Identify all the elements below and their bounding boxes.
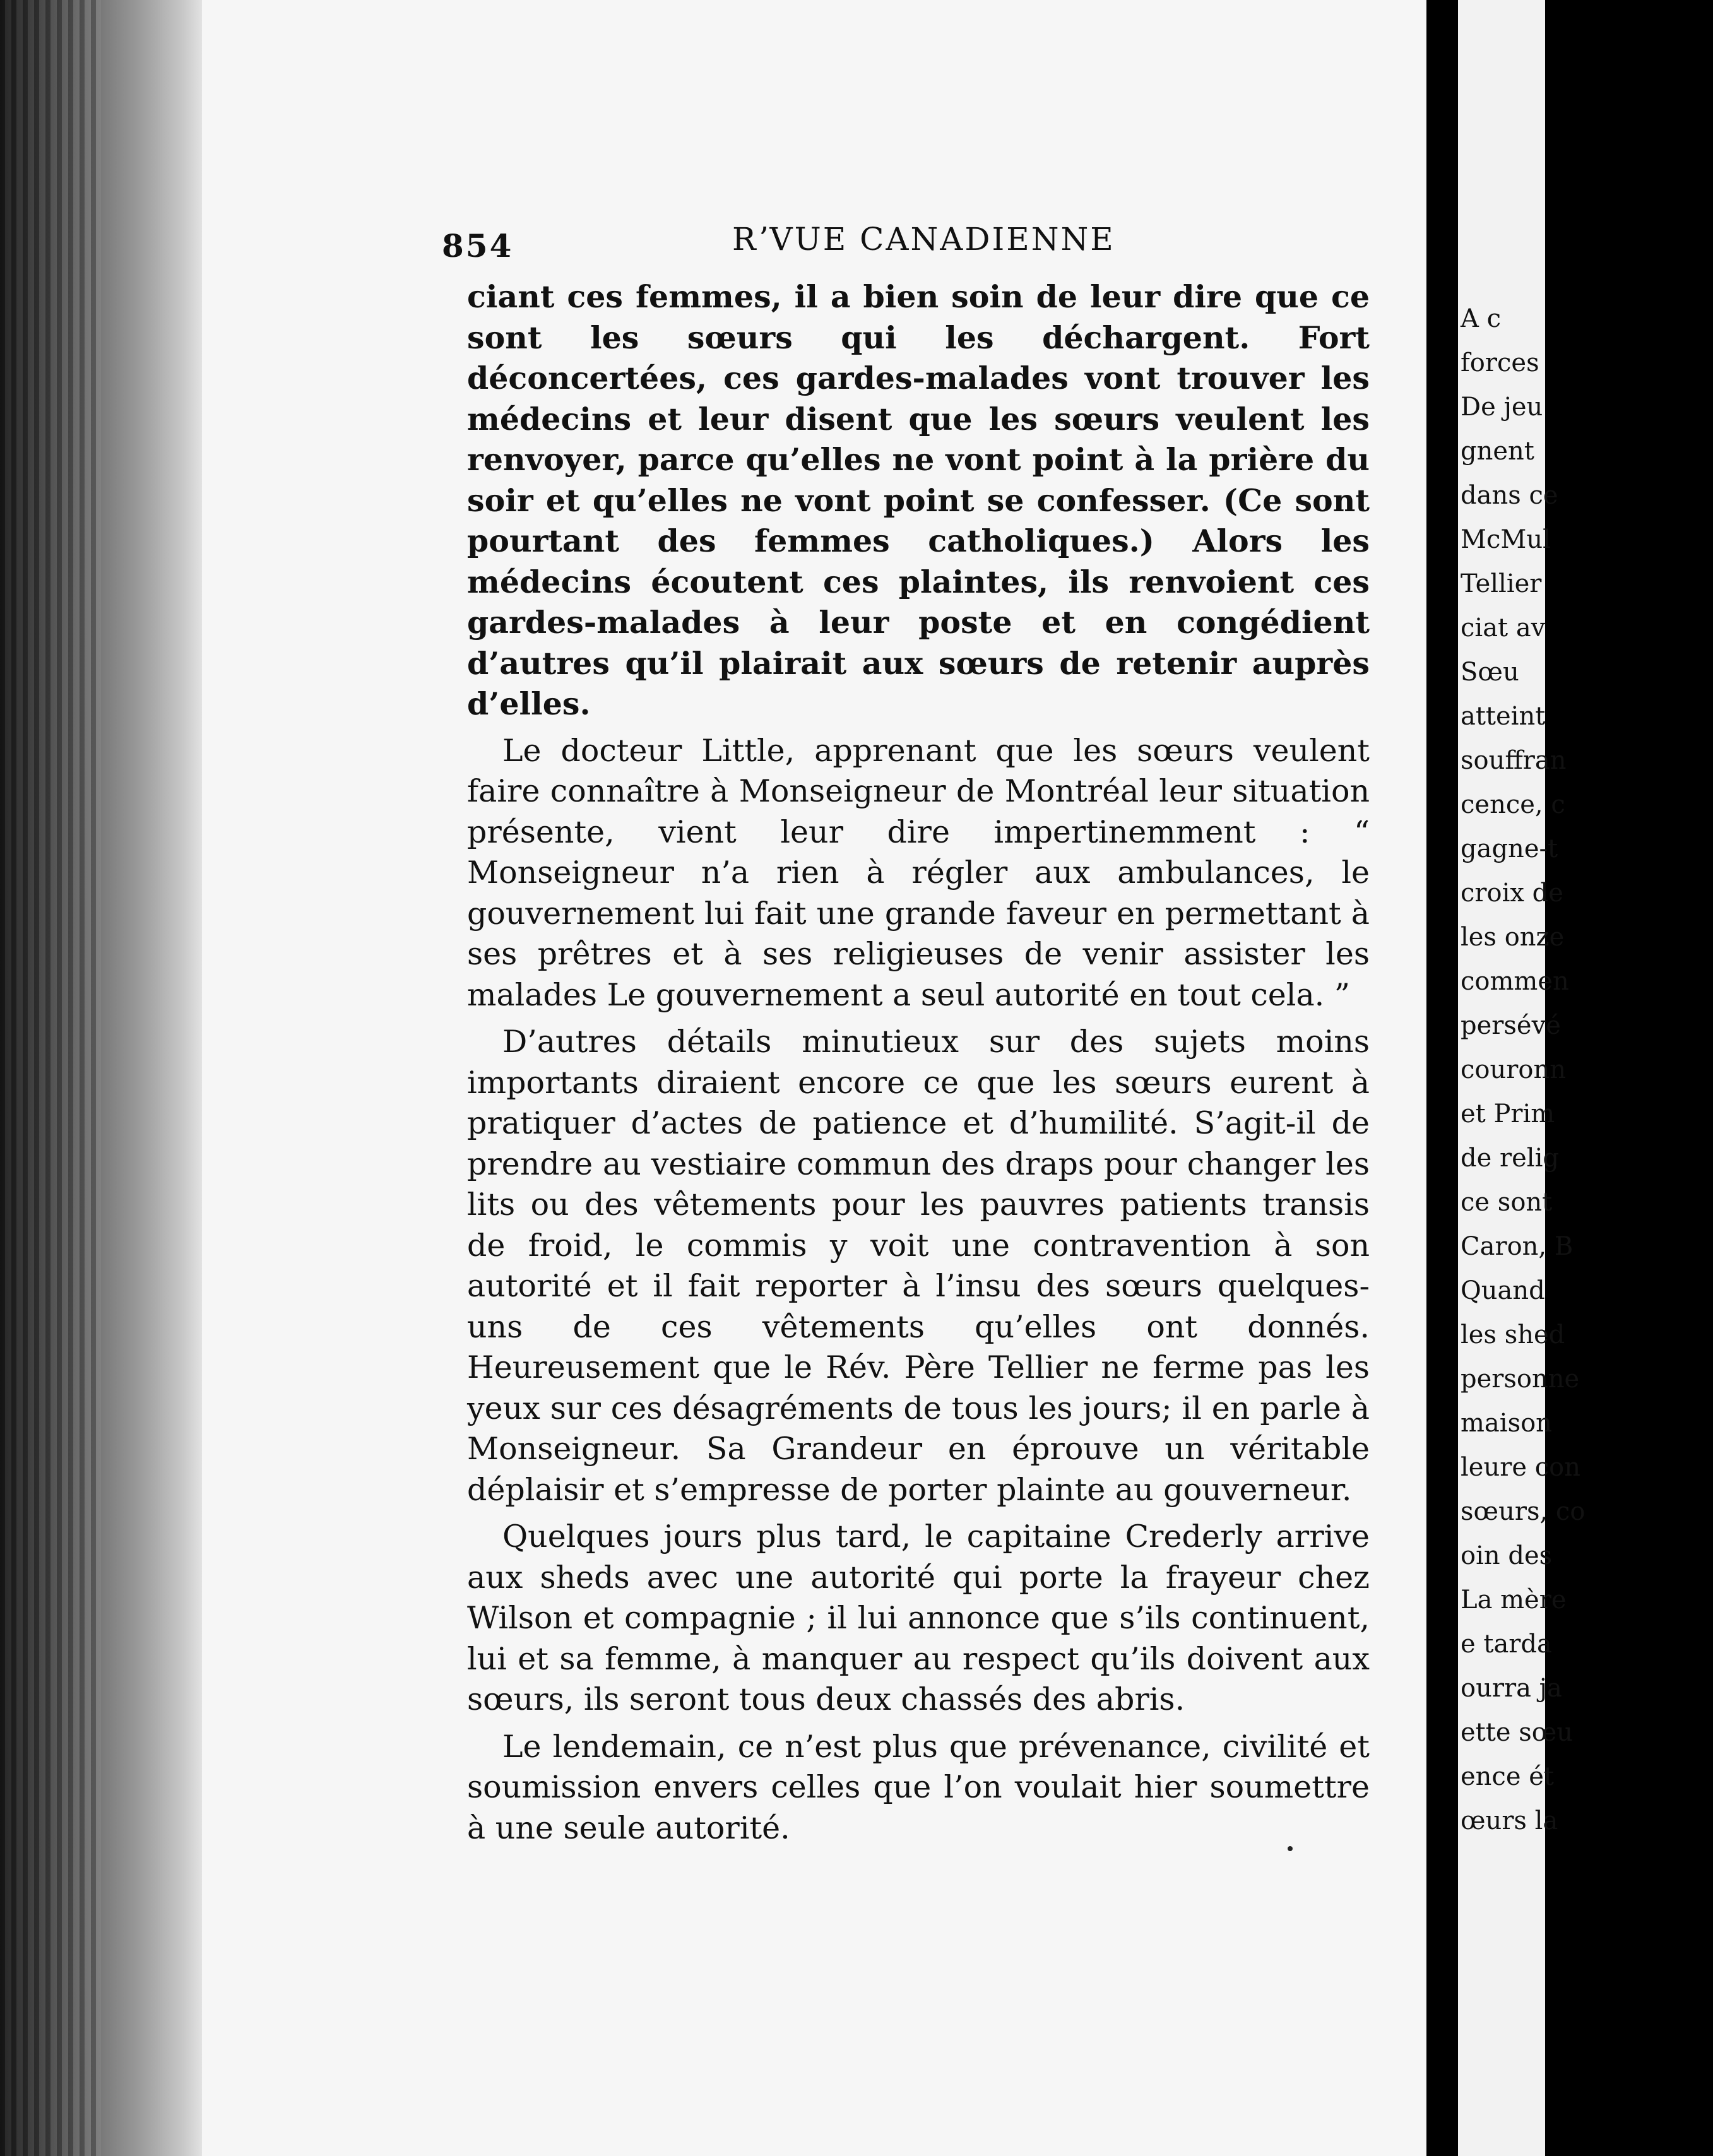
facing-page-line: ourra ja bbox=[1461, 1674, 1562, 1703]
facing-page-line: ce sont bbox=[1461, 1188, 1553, 1217]
paragraph: D’autres détails minutieux sur des sujets moins importants diraient encore ce que les sœurs eurent à pratiquer d’actes de patience et d’humilité. S’agit-il de prendre au vestiaire commun des draps pour changer les lits ou des vêtements pour les pauvres patients transis de froid, le commis y voit une contravention à son autorité et il fait reporter à l’insu des sœurs quelques-uns de ces vêtements qu’elles ont donnés. Heureusement que le Rév. Père Tellier ne ferme pas les yeux sur ces désagréments de tous les jours; il en parle à Monseigneur. Sa Grandeur en éprouve un véritable déplaisir et s’empresse de porter plainte au gouverneur. bbox=[467, 1024, 1370, 1508]
facing-page-line: gagne-t bbox=[1461, 834, 1558, 863]
facing-page bbox=[1458, 0, 1586, 2156]
facing-page-line: oin des bbox=[1461, 1541, 1553, 1570]
facing-page-line: ciat av bbox=[1461, 613, 1546, 643]
page-content bbox=[442, 221, 1370, 1849]
facing-page-line: cence, c bbox=[1461, 790, 1565, 819]
facing-page-line: A c bbox=[1461, 304, 1502, 333]
facing-page-line: La mère bbox=[1461, 1585, 1567, 1614]
facing-page-line: croix de bbox=[1461, 879, 1563, 908]
facing-page-line: sœurs, co bbox=[1461, 1497, 1586, 1526]
facing-page-line: e tarda bbox=[1461, 1630, 1552, 1659]
facing-page-line: McMul bbox=[1461, 525, 1551, 554]
gutter-shading bbox=[0, 0, 101, 2156]
facing-page-line: Caron, B bbox=[1461, 1232, 1574, 1261]
facing-page-line: forces bbox=[1461, 348, 1539, 377]
facing-page-line: persévé bbox=[1461, 1011, 1561, 1040]
running-title: RʼVUE CANADIENNE bbox=[732, 221, 1115, 258]
page-divider bbox=[1426, 0, 1458, 2156]
facing-page-line: les shed bbox=[1461, 1320, 1565, 1349]
facing-page-line: les onze bbox=[1461, 923, 1565, 952]
ink-speck bbox=[1288, 1846, 1293, 1851]
facing-page-line: souffran bbox=[1461, 746, 1567, 775]
paragraph: Quelques jours plus tard, le capitaine Crederly arrive aux sheds avec une autorité qui porte la frayeur chez Wilson et compagnie ; il lui annonce que s’ils continuent, lui et sa femme, à manquer au respect qu’ils doivent aux sœurs, ils seront tous deux chassés des abris. bbox=[467, 1519, 1370, 1717]
facing-page-text bbox=[1461, 297, 1713, 1843]
facing-page-line: dans ce bbox=[1461, 481, 1558, 510]
facing-page-line: gnent bbox=[1461, 437, 1534, 466]
facing-page-line: de relig bbox=[1461, 1144, 1559, 1173]
paragraph: Le lendemain, ce n’est plus que prévenance, civilité et soumission envers celles que l’on voulait hier soumettre à une seule autorité. bbox=[467, 1728, 1370, 1846]
facing-page-line: commen bbox=[1461, 967, 1569, 996]
facing-page-line: Sœu bbox=[1461, 658, 1519, 687]
running-head bbox=[442, 221, 1370, 265]
main-page bbox=[202, 0, 1426, 2156]
facing-page-line: personne bbox=[1461, 1365, 1580, 1394]
facing-page-line: Quand bbox=[1461, 1276, 1545, 1305]
facing-page-line: De jeu bbox=[1461, 393, 1543, 422]
facing-page-line: couronn bbox=[1461, 1055, 1566, 1084]
facing-page-line: et Prim bbox=[1461, 1099, 1555, 1128]
facing-page-line: Tellier bbox=[1461, 569, 1542, 598]
facing-page-line: leure con bbox=[1461, 1453, 1580, 1482]
facing-page-line: atteint bbox=[1461, 702, 1546, 731]
paragraph: Le docteur Little, apprenant que les sœurs veulent faire connaître à Monseigneur de Montréal leur situation présente, vient leur dire impertinemment : “ Monseigneur n’a rien à régler aux ambulances, le gouvernement lui fait une grande faveur en permettant à ses prêtres et à ses religieuses de venir assister les malades Le gouvernement a seul autorité en tout cela. ” bbox=[467, 732, 1370, 1013]
paragraph: ciant ces femmes, il a bien soin de leur dire que ce sont les sœurs qui les déchargent. Fort déconcertées, ces gardes-malades vont trouver les médecins et leur disent que les sœurs veulent les renvoyer, parce qu’elles ne vont point à la prière du soir et qu’elles ne vont point se confesser. (Ce sont pourtant des femmes catholiques.) Alors les médecins écoutent ces plaintes, ils renvoient ces gardes-malades à leur poste et en congédient d’autres qu’il plairait aux sœurs de retenir auprès d’elles. bbox=[467, 278, 1370, 722]
facing-page-line: œurs la bbox=[1461, 1806, 1558, 1835]
body-text bbox=[467, 276, 1370, 1849]
facing-page-line: ence ét bbox=[1461, 1762, 1554, 1791]
page-number: 854 bbox=[442, 227, 514, 264]
facing-page-line: maison bbox=[1461, 1409, 1552, 1438]
facing-page-line: ette sœu bbox=[1461, 1718, 1574, 1747]
